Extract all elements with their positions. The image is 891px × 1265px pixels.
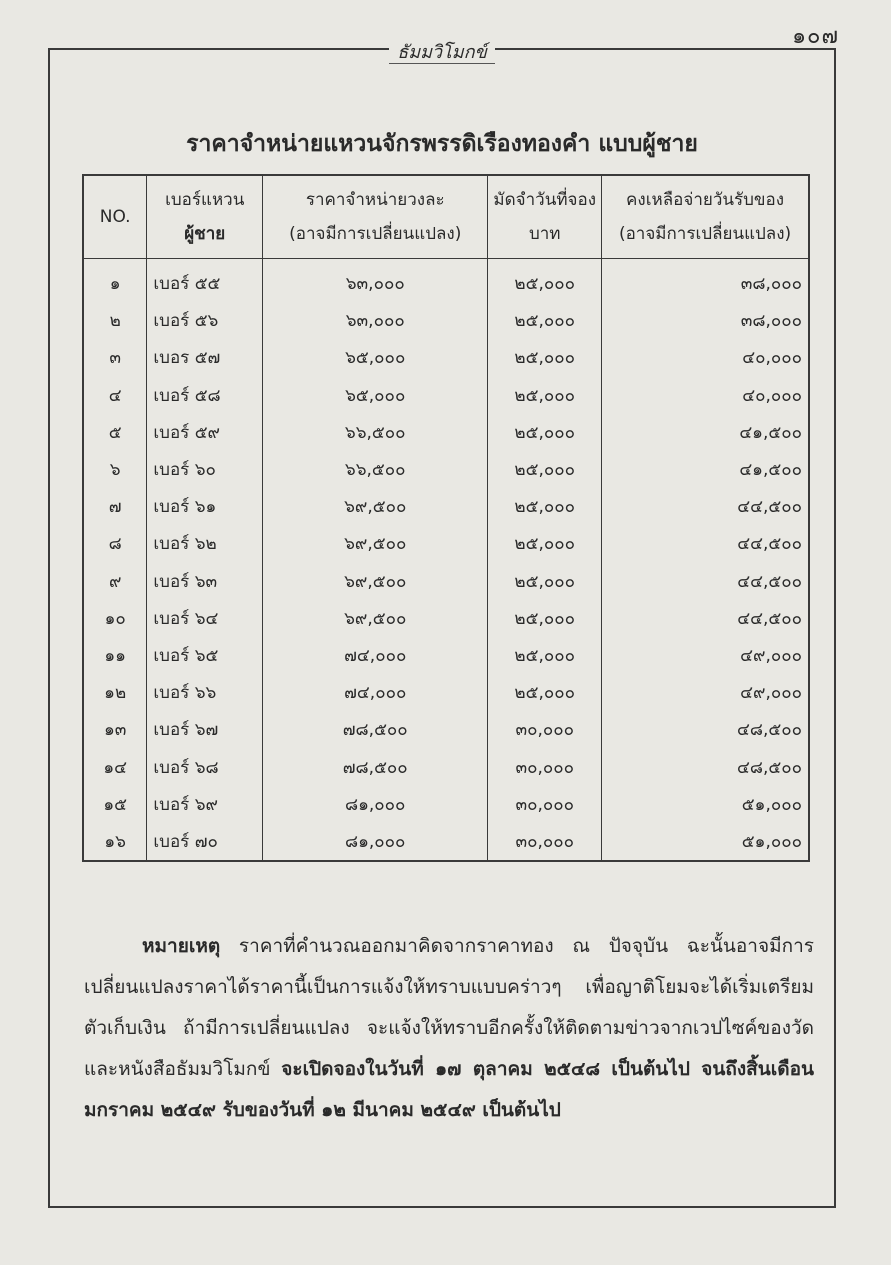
price-per-ring-cell: ๖๙,๕๐๐	[263, 525, 488, 562]
row-number-cell: ๑๕	[83, 786, 147, 823]
column-header-line2: บาท	[528, 224, 561, 244]
table-row	[83, 451, 809, 488]
row-number-cell: ๑๓	[83, 711, 147, 748]
column-header-line1: ราคาจำหน่ายวงละ	[305, 190, 445, 210]
row-number-cell: ๗	[83, 488, 147, 525]
ring-size-cell: เบอร์ ๖๙	[147, 786, 263, 823]
table-row	[83, 488, 809, 525]
column-header	[263, 175, 488, 259]
balance-due-cell: ๔๔,๕๐๐	[602, 488, 809, 525]
price-per-ring-cell: ๖๙,๕๐๐	[263, 488, 488, 525]
ring-size-cell: เบอร์ ๖๔	[147, 600, 263, 637]
deposit-cell: ๓๐,๐๐๐	[488, 711, 602, 748]
row-number-cell: ๘	[83, 525, 147, 562]
column-header-line2: (อาจมีการเปลี่ยนแปลง)	[289, 224, 462, 244]
deposit-cell: ๒๕,๐๐๐	[488, 637, 602, 674]
column-header	[147, 175, 263, 259]
price-per-ring-cell: ๗๘,๕๐๐	[263, 711, 488, 748]
table-row	[83, 414, 809, 451]
table-row	[83, 525, 809, 562]
row-number-cell: ๒	[83, 302, 147, 339]
table-row	[83, 377, 809, 414]
table-body	[83, 259, 809, 862]
deposit-cell: ๓๐,๐๐๐	[488, 823, 602, 861]
ring-size-cell: เบอร์ ๕๕	[147, 259, 263, 303]
table-row	[83, 563, 809, 600]
balance-due-cell: ๔๘,๕๐๐	[602, 748, 809, 785]
row-number-cell: ๔	[83, 377, 147, 414]
deposit-cell: ๓๐,๐๐๐	[488, 748, 602, 785]
table-title: ราคาจำหน่ายแหวนจักรพรรดิเรืองทองคำ แบบผู้ชาย	[186, 131, 698, 157]
balance-due-cell: ๔๐,๐๐๐	[602, 339, 809, 376]
balance-due-cell: ๓๘,๐๐๐	[602, 302, 809, 339]
note-bold-text: จะเปิดจองในวันที่ ๑๗ ตุลาคม ๒๕๔๘ เป็นต้นไป จนถึงสิ้นเดือน มกราคม ๒๕๔๙ รับของวันที่ ๑๒ มีนาคม ๒๕๔๙ เป็นต้นไป	[84, 1058, 814, 1121]
table-row	[83, 674, 809, 711]
deposit-cell: ๒๕,๐๐๐	[488, 674, 602, 711]
row-number-cell: ๕	[83, 414, 147, 451]
row-number-cell: ๖	[83, 451, 147, 488]
ring-size-cell: เบอร์ ๕๘	[147, 377, 263, 414]
ring-size-cell: เบอร์ ๖๒	[147, 525, 263, 562]
deposit-cell: ๒๕,๐๐๐	[488, 339, 602, 376]
price-per-ring-cell: ๖๓,๐๐๐	[263, 302, 488, 339]
note-label: หมายเหตุ	[142, 935, 221, 957]
price-per-ring-cell: ๗๘,๕๐๐	[263, 748, 488, 785]
deposit-cell: ๒๕,๐๐๐	[488, 451, 602, 488]
deposit-cell: ๒๕,๐๐๐	[488, 414, 602, 451]
deposit-cell: ๒๕,๐๐๐	[488, 302, 602, 339]
page-number: ๑๐๗	[792, 24, 839, 49]
price-per-ring-cell: ๖๕,๐๐๐	[263, 377, 488, 414]
price-per-ring-cell: ๖๙,๕๐๐	[263, 600, 488, 637]
row-number-cell: ๓	[83, 339, 147, 376]
balance-due-cell: ๕๑,๐๐๐	[602, 823, 809, 861]
row-number-cell: ๑๒	[83, 674, 147, 711]
table-row	[83, 302, 809, 339]
balance-due-cell: ๔๘,๕๐๐	[602, 711, 809, 748]
deposit-cell: ๒๕,๐๐๐	[488, 600, 602, 637]
table-row	[83, 786, 809, 823]
price-per-ring-cell: ๖๖,๕๐๐	[263, 451, 488, 488]
price-table	[82, 174, 810, 862]
ring-size-cell: เบอร์ ๖๐	[147, 451, 263, 488]
table-header-row	[83, 175, 809, 259]
table-row	[83, 823, 809, 861]
column-header	[488, 175, 602, 259]
price-per-ring-cell: ๘๑,๐๐๐	[263, 823, 488, 861]
table-row	[83, 748, 809, 785]
row-number-cell: ๑๔	[83, 748, 147, 785]
row-number-cell: ๑๖	[83, 823, 147, 861]
row-number-cell: ๙	[83, 563, 147, 600]
ring-size-cell: เบอร์ ๗๐	[147, 823, 263, 861]
row-number-cell: ๑	[83, 259, 147, 303]
page-frame	[48, 42, 836, 1208]
balance-due-cell: ๔๔,๕๐๐	[602, 563, 809, 600]
balance-due-cell: ๔๔,๕๐๐	[602, 600, 809, 637]
ring-size-cell: เบอร์ ๖๑	[147, 488, 263, 525]
ring-size-cell: เบอร์ ๕๖	[147, 302, 263, 339]
column-header-line1: NO.	[99, 207, 131, 227]
column-header	[602, 175, 809, 259]
balance-due-cell: ๕๑,๐๐๐	[602, 786, 809, 823]
deposit-cell: ๒๕,๐๐๐	[488, 259, 602, 303]
deposit-cell: ๒๕,๐๐๐	[488, 488, 602, 525]
price-per-ring-cell: ๘๑,๐๐๐	[263, 786, 488, 823]
price-per-ring-cell: ๗๔,๐๐๐	[263, 637, 488, 674]
note-text: ราคาที่คำนวณออกมาคิดจากราคาทอง ณ ปัจจุบัน ฉะนั้นอาจมีการเปลี่ยนแปลงราคาได้ราคานี้เป็นการแจ้งให้ทราบแบบคร่าวๆ เพื่อญาติโยมจะได้เริ่มเตรียมตัวเก็บเงิน ถ้ามีการเปลี่ยนแปลง จะแจ้งให้ทราบอีกครั้งให้ติดตามข่าวจากเวปไซค์ของวัด และหนังสือธัมมวิโมกข์	[84, 935, 814, 1080]
price-per-ring-cell: ๗๔,๐๐๐	[263, 674, 488, 711]
table-row	[83, 711, 809, 748]
balance-due-cell: ๔๔,๕๐๐	[602, 525, 809, 562]
ring-size-cell: เบอร ๕๗	[147, 339, 263, 376]
column-header-line1: มัดจำวันที่จอง	[493, 190, 597, 210]
ring-size-cell: เบอร์ ๖๘	[147, 748, 263, 785]
table-row	[83, 339, 809, 376]
ring-size-cell: เบอร์ ๕๙	[147, 414, 263, 451]
balance-due-cell: ๔๑,๕๐๐	[602, 414, 809, 451]
row-number-cell: ๑๐	[83, 600, 147, 637]
running-header	[50, 37, 834, 66]
note-paragraph	[84, 926, 814, 1131]
price-per-ring-cell: ๖๙,๕๐๐	[263, 563, 488, 600]
running-header-text: ธัมมวิโมกข์	[389, 42, 495, 64]
price-per-ring-cell: ๖๕,๐๐๐	[263, 339, 488, 376]
deposit-cell: ๒๕,๐๐๐	[488, 563, 602, 600]
balance-due-cell: ๔๐,๐๐๐	[602, 377, 809, 414]
table-row	[83, 637, 809, 674]
table-row	[83, 600, 809, 637]
balance-due-cell: ๔๑,๕๐๐	[602, 451, 809, 488]
deposit-cell: ๓๐,๐๐๐	[488, 786, 602, 823]
column-header-line1: เบอร์แหวน	[165, 190, 245, 210]
column-header-line2: ผู้ชาย	[184, 224, 226, 244]
column-header-line2: (อาจมีการเปลี่ยนแปลง)	[618, 224, 792, 244]
balance-due-cell: ๔๙,๐๐๐	[602, 674, 809, 711]
price-per-ring-cell: ๖๓,๐๐๐	[263, 259, 488, 303]
deposit-cell: ๒๕,๐๐๐	[488, 525, 602, 562]
row-number-cell: ๑๑	[83, 637, 147, 674]
ring-size-cell: เบอร์ ๖๓	[147, 563, 263, 600]
deposit-cell: ๒๕,๐๐๐	[488, 377, 602, 414]
ring-size-cell: เบอร์ ๖๗	[147, 711, 263, 748]
ring-size-cell: เบอร์ ๖๕	[147, 637, 263, 674]
balance-due-cell: ๓๘,๐๐๐	[602, 259, 809, 303]
table-row	[83, 259, 809, 303]
column-header-line1: คงเหลือจ่ายวันรับของ	[626, 190, 785, 210]
balance-due-cell: ๔๙,๐๐๐	[602, 637, 809, 674]
ring-size-cell: เบอร์ ๖๖	[147, 674, 263, 711]
price-per-ring-cell: ๖๖,๕๐๐	[263, 414, 488, 451]
column-header	[83, 175, 147, 259]
